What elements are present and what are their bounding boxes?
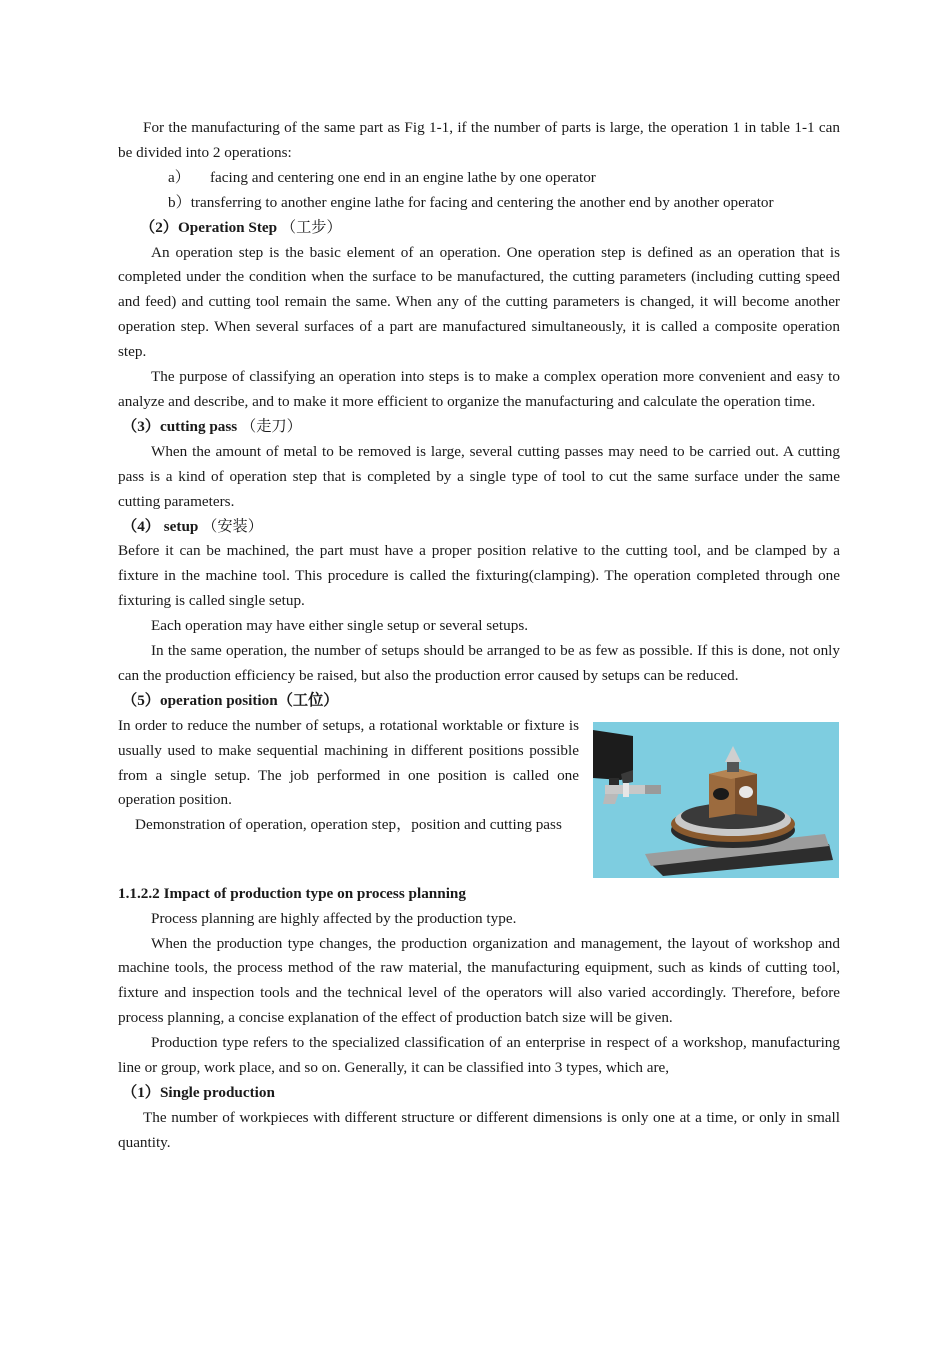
paragraph-setup-definition: Before it can be machined, the part must have a proper position relative to the cutting tool, and be clamped by a fixture in the machine tool. This procedure is called the fixturing(clamping). The operation completed through one fixturing is called single setup. bbox=[118, 542, 840, 610]
paragraph-step-definition: An operation step is the basic element of an operation. One operation step is defined as an operation that is completed under the condition when the surface to be manufactured, the cutting parameters (including cutting speed and feed) and cutting tool remain the same. When any of the cutting parameters is changed, it will become another operation step. When several surfaces of a part are manufactured simultaneously, it is called a composite operation step. bbox=[118, 243, 840, 361]
paragraph-production-type-definition: Production type refers to the specialized classification of an enterprise in respect of a workshop, manufacturing line or group, work place, and so on. Generally, it can be classified into 3 types, which are, bbox=[118, 1034, 840, 1077]
paragraph-setup-count: Each operation may have either single setup or several setups. bbox=[151, 617, 529, 635]
list-item-a bbox=[118, 166, 840, 191]
paragraph-setup-efficiency: In the same operation, the number of setups should be arranged to be as few as possible. If this is done, not only can the production efficiency be raised, but also the production error caused by setups can be reduced. bbox=[118, 642, 840, 684]
heading-cutting-pass: （3）cutting pass （走刀） bbox=[122, 417, 302, 435]
paragraph-step-purpose: The purpose of classifying an operation into steps is to make a complex operation more convenient and easy to analyze and describe, and to make it more efficient to organize the manufacturing and calculate the operation time. bbox=[118, 368, 840, 410]
heading-setup: （4） setup （安装） bbox=[122, 517, 263, 535]
rotational-worktable-figure bbox=[593, 722, 839, 878]
paragraph-production-type-intro: Process planning are highly affected by the production type. bbox=[151, 909, 517, 927]
worktable-illustration bbox=[593, 722, 839, 878]
paragraph-cutting-pass: When the amount of metal to be removed is large, several cutting passes may need to be carried out. A cutting pass is a kind of operation step that is completed by a single type of tool to cut the same surface under the same cutting parameters. bbox=[118, 442, 840, 510]
paragraph-production-type-changes: When the production type changes, the production organization and management, the layout of workshop and machine tools, the process method of the raw material, the manufacturing equipment, such as kinds of cutting tool, fixture and inspection tools and the technical level of the operators will also varied accordingly. Therefore, before process planning, a concise explanation of the effect of production batch size will be given. bbox=[118, 934, 840, 1027]
list-item-b: b）transferring to another engine lathe for facing and centering the another end by another operator bbox=[168, 193, 774, 211]
list-text-a: facing and centering one end in an engine lathe by one operator bbox=[210, 168, 596, 186]
heading-operation-position: （5）operation position（工位） bbox=[122, 691, 339, 709]
list-marker-a: a） bbox=[168, 168, 190, 186]
paragraph-demonstration: Demonstration of operation, operation step，position and cutting pass bbox=[135, 816, 562, 834]
document-page bbox=[118, 116, 840, 1156]
intro-paragraph: For the manufacturing of the same part as Fig 1-1, if the number of parts is large, the operation 1 in table 1-1 can be divided into 2 operations: bbox=[118, 119, 840, 161]
heading-operation-step: （2）Operation Step （工步） bbox=[140, 218, 342, 236]
section-heading-production-type: 1.1.2.2 Impact of production type on process planning bbox=[118, 884, 466, 902]
paragraph-single-production: The number of workpieces with different structure or different dimensions is only one at a time, or only in small quantity. bbox=[118, 1108, 840, 1151]
heading-single-production: （1）Single production bbox=[122, 1084, 275, 1101]
paragraph-operation-position: In order to reduce the number of setups, a rotational worktable or fixture is usually used to make sequential machining in different positions possible from a single setup. The job performed in one position is called one operation position. bbox=[118, 716, 579, 809]
